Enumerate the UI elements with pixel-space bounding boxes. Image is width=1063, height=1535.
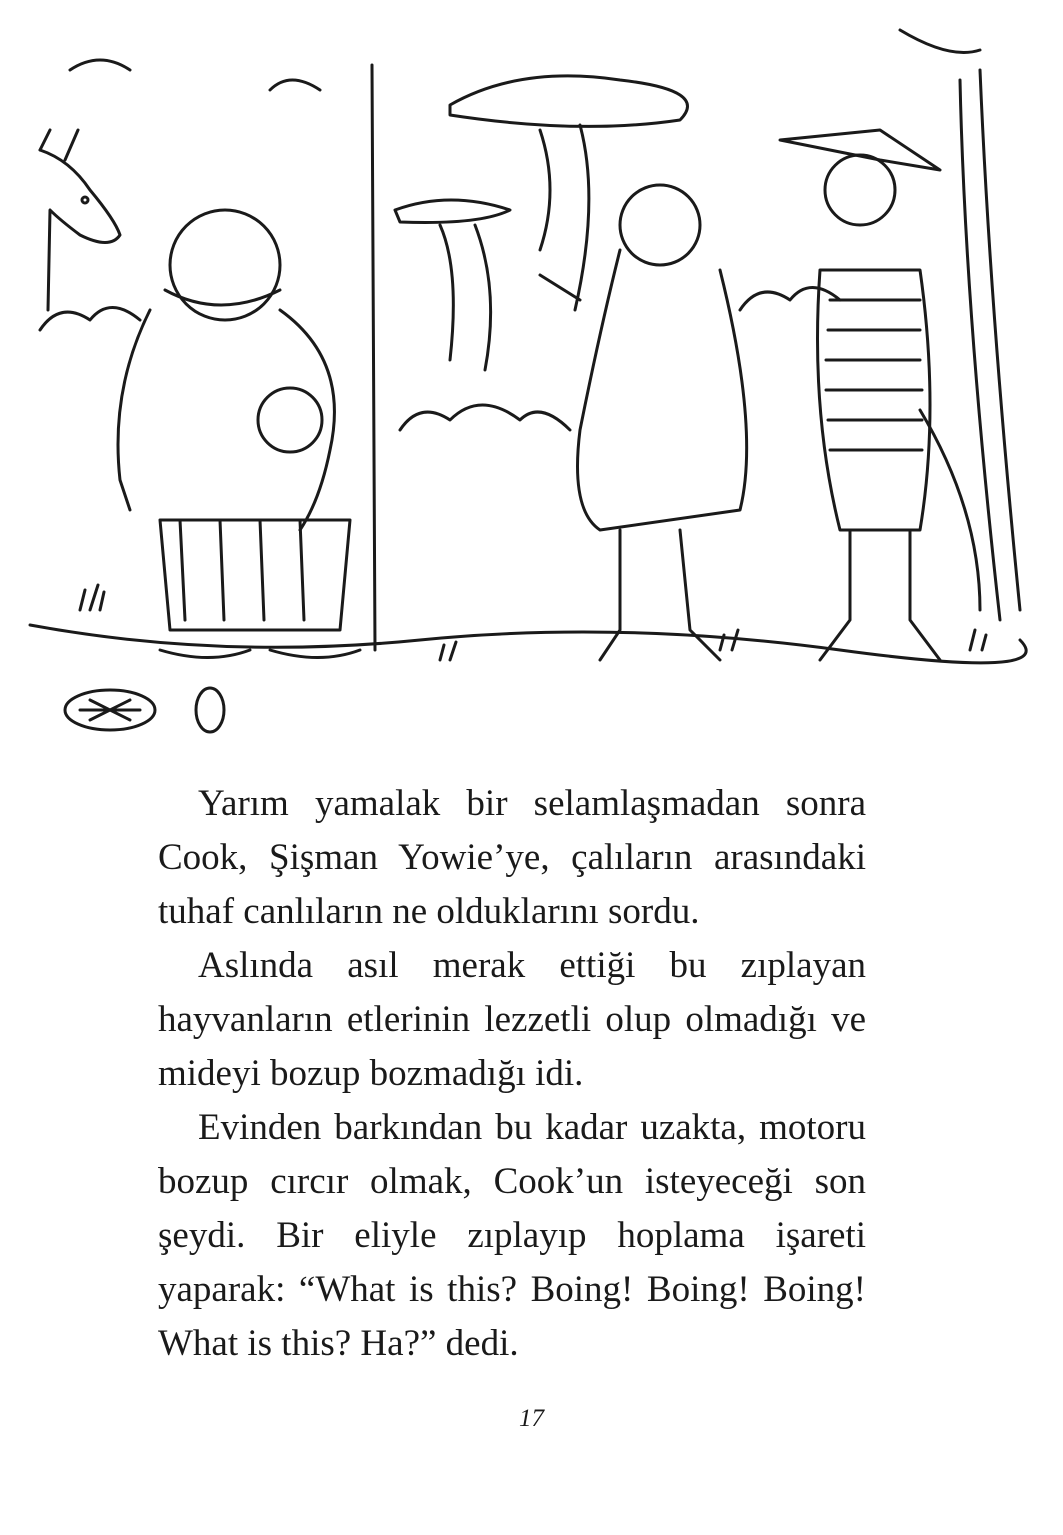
illustration xyxy=(20,10,1030,750)
paragraph-3: Evinden barkından bu kadar uzakta, motoru bozup cırcır olmak, Cook’un isteyeceği son şeydi. Bir eliyle zıplayıp hoplama işareti yaparak: “What is this? Boing! Boing! Boing! What is this? Ha?” dedi. xyxy=(158,1107,866,1364)
cook-figure xyxy=(540,185,747,660)
page-number: 17 xyxy=(519,1405,544,1432)
story-text xyxy=(158,777,866,1371)
bushes xyxy=(40,288,840,431)
ground xyxy=(30,585,1026,663)
paragraph-1: Yarım yamalak bir selamlaşmadan sonra Cook, Şişman Yowie’ye, çalıların arasındaki tuhaf canlıların ne olduklarını sordu. xyxy=(158,783,866,932)
yowie-figure xyxy=(118,210,360,658)
ground-items xyxy=(65,688,224,732)
sailor-figure xyxy=(780,130,980,660)
paragraph-2: Aslında asıl merak ettiği bu zıplayan hayvanların etlerinin lezzetli olup olmadığı ve mideyi bozup bozmadığı idi. xyxy=(158,945,866,1094)
background-trees xyxy=(70,60,688,370)
spear xyxy=(372,65,375,650)
kangaroo-head xyxy=(40,130,120,310)
